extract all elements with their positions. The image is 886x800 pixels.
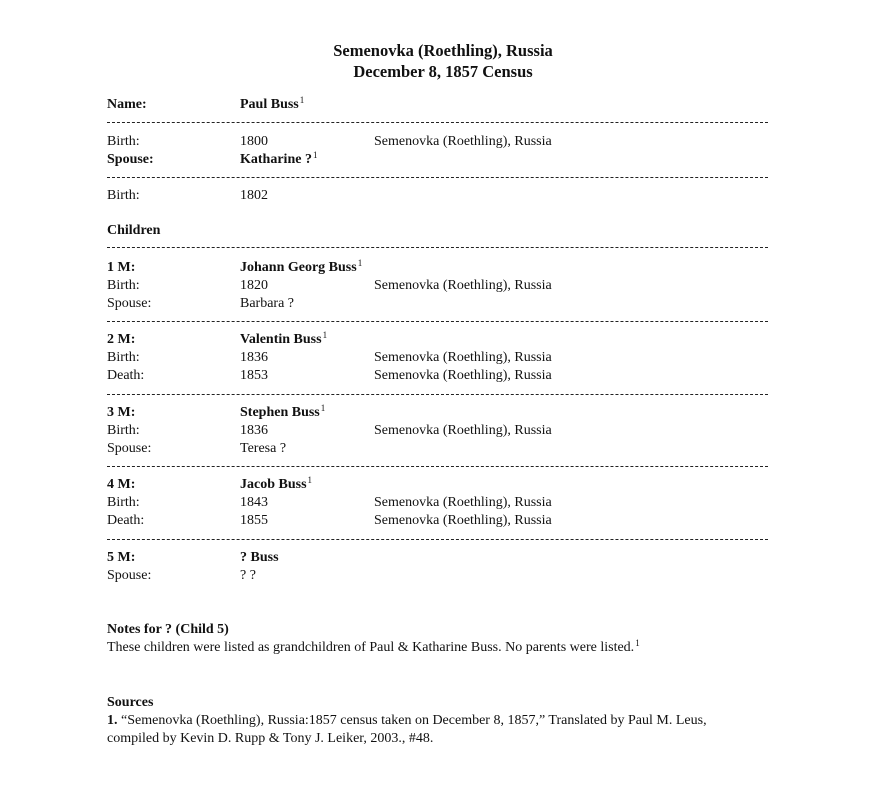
child-death-year: 1853 xyxy=(240,368,268,383)
child-label: 3 M: xyxy=(107,405,136,420)
birth-label: Birth: xyxy=(107,495,140,510)
death-label: Death: xyxy=(107,368,145,383)
sources-heading: Sources xyxy=(107,695,154,710)
spouse-name-row xyxy=(107,151,787,169)
child-spouse: Teresa ? xyxy=(240,441,287,456)
child-5-spouse-row xyxy=(107,567,787,585)
footnote-ref: 1 xyxy=(635,638,640,648)
divider xyxy=(107,321,768,322)
footnote-ref: 1 xyxy=(357,258,363,268)
head-name-row xyxy=(107,96,787,114)
spouse-name: Katharine ?$^1$ xyxy=(240,150,318,167)
child-4-birth-row xyxy=(107,494,787,512)
birth-label: Birth: xyxy=(107,134,140,149)
child-spouse: ? ? xyxy=(240,568,256,583)
child-1-birth-row xyxy=(107,277,787,295)
child-name: Valentin Buss$^1$ xyxy=(240,330,328,347)
child-birth-year: 1836 xyxy=(240,423,268,438)
child-1-name-row xyxy=(107,259,787,277)
child-1-spouse-row xyxy=(107,295,787,313)
child-label: 2 M: xyxy=(107,332,136,347)
birth-label: Birth: xyxy=(107,423,140,438)
head-birth-year: 1800 xyxy=(240,134,268,149)
child-name: ? Buss xyxy=(240,550,279,565)
birth-label: Birth: xyxy=(107,188,140,203)
child-3-birth-row xyxy=(107,422,787,440)
spouse-birth-row xyxy=(107,187,787,205)
child-birth-place: Semenovka (Roethling), Russia xyxy=(374,350,552,365)
child-name: Stephen Buss$^1$ xyxy=(240,403,326,420)
child-birth-place: Semenovka (Roethling), Russia xyxy=(374,495,552,510)
child-birth-place: Semenovka (Roethling), Russia xyxy=(374,423,552,438)
child-name: Johann Georg Buss$^1$ xyxy=(240,258,363,275)
divider xyxy=(107,466,768,467)
divider xyxy=(107,122,768,123)
birth-label: Birth: xyxy=(107,278,140,293)
footnote-ref: 1 xyxy=(299,95,305,105)
child-label: 4 M: xyxy=(107,477,136,492)
child-label: 1 M: xyxy=(107,260,136,275)
head-birth-place: Semenovka (Roethling), Russia xyxy=(374,134,552,149)
notes-heading: Notes for ? (Child 5) xyxy=(107,622,229,637)
spouse-label: Spouse: xyxy=(107,568,152,583)
child-birth-year: 1820 xyxy=(240,278,268,293)
divider xyxy=(107,177,768,178)
source-citation-line-2: compiled by Kevin D. Rupp & Tony J. Leiker, 2003., #48. xyxy=(107,731,434,746)
spouse-label: Spouse: xyxy=(107,152,154,167)
spouse-label: Spouse: xyxy=(107,296,152,311)
footnote-ref: 1 xyxy=(320,403,326,413)
child-3-spouse-row xyxy=(107,440,787,458)
footnote-ref: 1 xyxy=(312,150,318,160)
spouse-label: Spouse: xyxy=(107,441,152,456)
child-birth-year: 1843 xyxy=(240,495,268,510)
footnote-ref: 1 xyxy=(322,330,328,340)
child-birth-year: 1836 xyxy=(240,350,268,365)
child-4-name-row xyxy=(107,476,787,494)
divider xyxy=(107,394,768,395)
page-subtitle: December 8, 1857 Census xyxy=(353,62,533,81)
head-name: Paul Buss$^1$ xyxy=(240,95,305,112)
birth-label: Birth: xyxy=(107,350,140,365)
children-heading: Children xyxy=(107,223,161,238)
child-label: 5 M: xyxy=(107,550,136,565)
child-2-name-row xyxy=(107,331,787,349)
child-spouse: Barbara ? xyxy=(240,296,295,311)
child-death-place: Semenovka (Roethling), Russia xyxy=(374,513,552,528)
name-label: Name: xyxy=(107,97,147,112)
source-citation-line-1: 1. “Semenovka (Roethling), Russia:1857 census taken on December 8, 1857,” Translated by Paul M. Leus, xyxy=(107,713,707,728)
child-2-death-row xyxy=(107,367,787,385)
divider xyxy=(107,539,768,540)
notes-text: These children were listed as grandchildren of Paul & Katharine Buss. No parents were listed.$^1$ xyxy=(107,638,640,655)
child-4-death-row xyxy=(107,512,787,530)
head-birth-row xyxy=(107,133,787,151)
child-3-name-row xyxy=(107,404,787,422)
source-number: 1. xyxy=(107,713,118,728)
divider xyxy=(107,247,768,248)
child-name: Jacob Buss$^1$ xyxy=(240,475,313,492)
child-birth-place: Semenovka (Roethling), Russia xyxy=(374,278,552,293)
child-death-year: 1855 xyxy=(240,513,268,528)
death-label: Death: xyxy=(107,513,145,528)
spouse-birth-year: 1802 xyxy=(240,188,268,203)
page-title: Semenovka (Roethling), Russia xyxy=(333,41,553,60)
child-2-birth-row xyxy=(107,349,787,367)
child-death-place: Semenovka (Roethling), Russia xyxy=(374,368,552,383)
child-5-name-row xyxy=(107,549,787,567)
footnote-ref: 1 xyxy=(307,475,313,485)
